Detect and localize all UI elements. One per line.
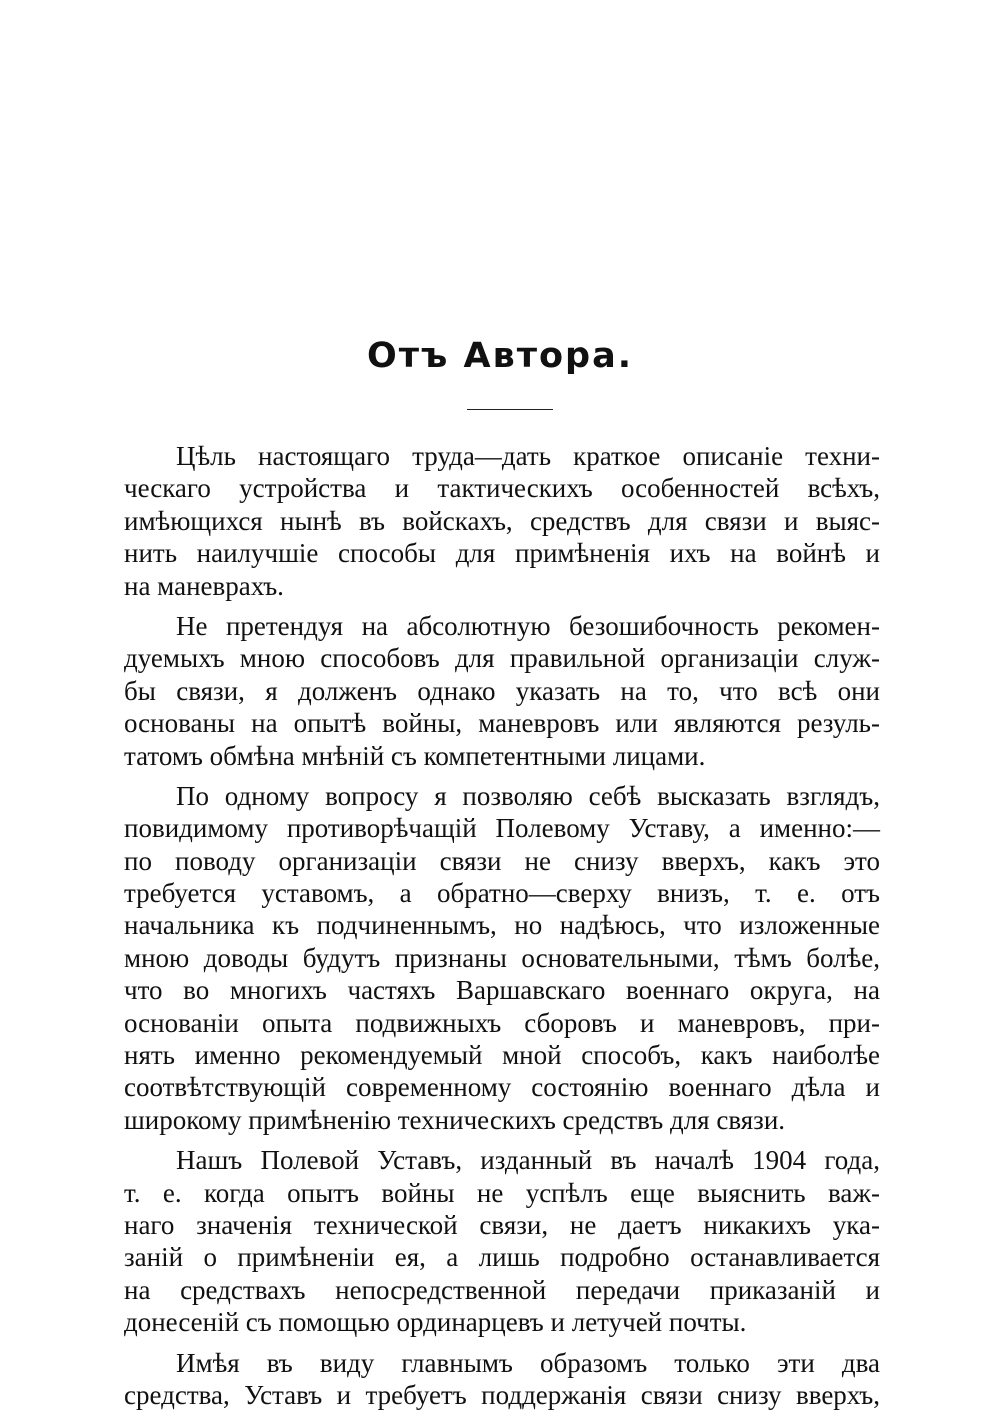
text-line: Цѣль настоящаго труда—дать краткое описаніе техни- bbox=[176, 441, 880, 471]
page-title: Отъ Автора. bbox=[366, 336, 634, 376]
text-line: основаніи опыта подвижныхъ сборовъ и маневровъ, при- bbox=[124, 1007, 880, 1038]
paragraph-1 bbox=[124, 440, 880, 602]
text-line: наго значенія технической связи, не даетъ никакихъ ука- bbox=[124, 1209, 880, 1240]
text-line: татомъ обмѣна мнѣній съ компетентными лицами. bbox=[124, 740, 706, 771]
paragraph-2 bbox=[124, 610, 880, 772]
text-line: ческаго устройства и тактическихъ особенностей всѣхъ, bbox=[124, 473, 880, 504]
paragraph-3 bbox=[124, 780, 880, 1136]
paragraph-4 bbox=[124, 1144, 880, 1338]
text-line: основаны на опытѣ войны, маневровъ или являются резуль- bbox=[124, 708, 880, 739]
text-line: широкому примѣненію техническихъ средствъ для связи. bbox=[124, 1104, 786, 1135]
text-line: бы связи, я долженъ однако указать на то, что всѣ они bbox=[124, 675, 880, 706]
text-line: что во многихъ частяхъ Варшавскаго военнаго округа, на bbox=[124, 975, 880, 1006]
text-line: Не претендуя на абсолютную безошибочность рекомен- bbox=[176, 610, 880, 641]
text-line: по поводу организаціи связи не снизу вверхъ, какъ это bbox=[124, 845, 880, 876]
text-line: донесеній съ помощью ординарцевъ и летучей почты. bbox=[124, 1307, 747, 1338]
paragraph-5 bbox=[124, 1347, 880, 1412]
body-text bbox=[124, 440, 880, 1419]
text-line: начальника къ подчиненнымъ, но надѣюсь, что изложенные bbox=[124, 910, 880, 941]
text-line: имѣющихся нынѣ въ войскахъ, средствъ для связи и выяс- bbox=[124, 505, 880, 536]
text-line: Нашъ Полевой Уставъ, изданный въ началѣ 1904 года, bbox=[176, 1145, 880, 1176]
text-line: средства, Уставъ и требуетъ поддержанія связи снизу вверхъ, bbox=[124, 1379, 880, 1410]
text-line: требуется уставомъ, а обратно—сверху внизъ, т. е. отъ bbox=[124, 878, 880, 909]
text-line: нять именно рекомендуемый мной способъ, какъ наиболѣе bbox=[124, 1040, 880, 1071]
text-line: повидимому противорѣчащій Полевому Уставу, а именно:— bbox=[124, 813, 880, 844]
text-line: мною доводы будутъ признаны основательными, тѣмъ болѣе, bbox=[124, 942, 880, 973]
text-line: дуемыхъ мною способовъ для правильной организаціи служ- bbox=[124, 643, 880, 674]
text-line: т. е. когда опытъ войны не успѣлъ еще выяснить важ- bbox=[124, 1177, 880, 1208]
text-line: заній о примѣненіи ея, а лишь подробно останавливается bbox=[124, 1242, 880, 1273]
text-line: нить наилучшіе способы для примѣненія ихъ на войнѣ и bbox=[124, 538, 880, 569]
text-line: соотвѣтствующій современному состоянію военнаго дѣла и bbox=[124, 1072, 880, 1103]
text-line: на средствахъ непосредственной передачи приказаній и bbox=[124, 1274, 880, 1305]
text-line: на маневрахъ. bbox=[124, 570, 284, 601]
title-divider bbox=[467, 409, 553, 410]
text-line: По одному вопросу я позволяю себѣ высказать взглядъ, bbox=[176, 780, 880, 811]
text-line: Имѣя въ виду главнымъ образомъ только эти два bbox=[176, 1347, 880, 1378]
